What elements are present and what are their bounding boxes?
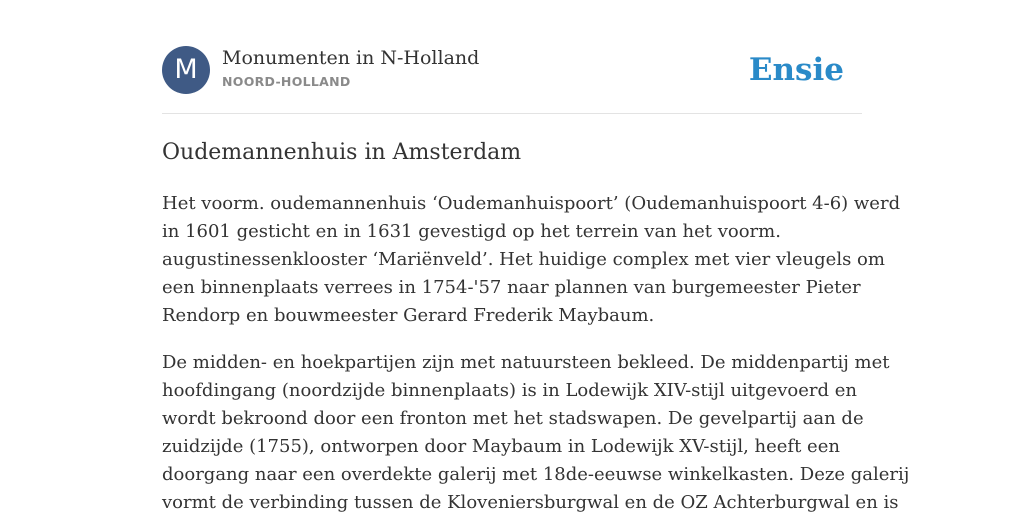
article-body — [162, 190, 910, 512]
paragraph-line: vormt de verbinding tussen de Kloveniersburgwal en de OZ Achterburgwal en is — [162, 492, 899, 512]
paragraph-line: doorgang naar een overdekte galerij met 18de-eeuwse winkelkasten. Deze galerij — [162, 464, 910, 485]
paragraph-line: augustinessenklooster ‘Mariënveld’. Het huidige complex met vier vleugels om — [162, 249, 885, 270]
channel-header — [162, 46, 862, 96]
paragraph-line: een binnenplaats verrees in 1754-'57 naar plannen van burgemeester Pieter — [162, 277, 861, 298]
paragraph-line: Het voorm. oudemannenhuis ‘Oudemanhuispoort’ (Oudemanhuispoort 4-6) werd — [162, 193, 901, 214]
paragraph-line: hoofdingang (noordzijde binnenplaats) is in Lodewijk XIV-stijl uitgevoerd en — [162, 380, 857, 401]
paragraph-line: in 1601 gesticht en in 1631 gevestigd op het terrein van het voorm. — [162, 221, 781, 242]
ensie-logo[interactable]: Ensie — [748, 52, 844, 88]
channel-subtitle[interactable]: NOORD-HOLLAND — [222, 74, 351, 89]
header-divider — [162, 113, 862, 114]
article-title: Oudemannenhuis in Amsterdam — [162, 140, 522, 165]
article-paragraph — [162, 349, 910, 512]
paragraph-line: De midden- en hoekpartijen zijn met natuursteen bekleed. De middenpartij met — [162, 352, 890, 373]
article-paragraph — [162, 190, 901, 330]
paragraph-line: zuidzijde (1755), ontworpen door Maybaum in Lodewijk XV-stijl, heeft een — [162, 436, 840, 457]
channel-title[interactable]: Monumenten in N-Holland — [222, 47, 480, 69]
channel-avatar[interactable]: M — [162, 46, 210, 94]
paragraph-line: wordt bekroond door een fronton met het stadswapen. De gevelpartij aan de — [162, 408, 864, 429]
paragraph-line: Rendorp en bouwmeester Gerard Frederik Maybaum. — [162, 305, 655, 326]
